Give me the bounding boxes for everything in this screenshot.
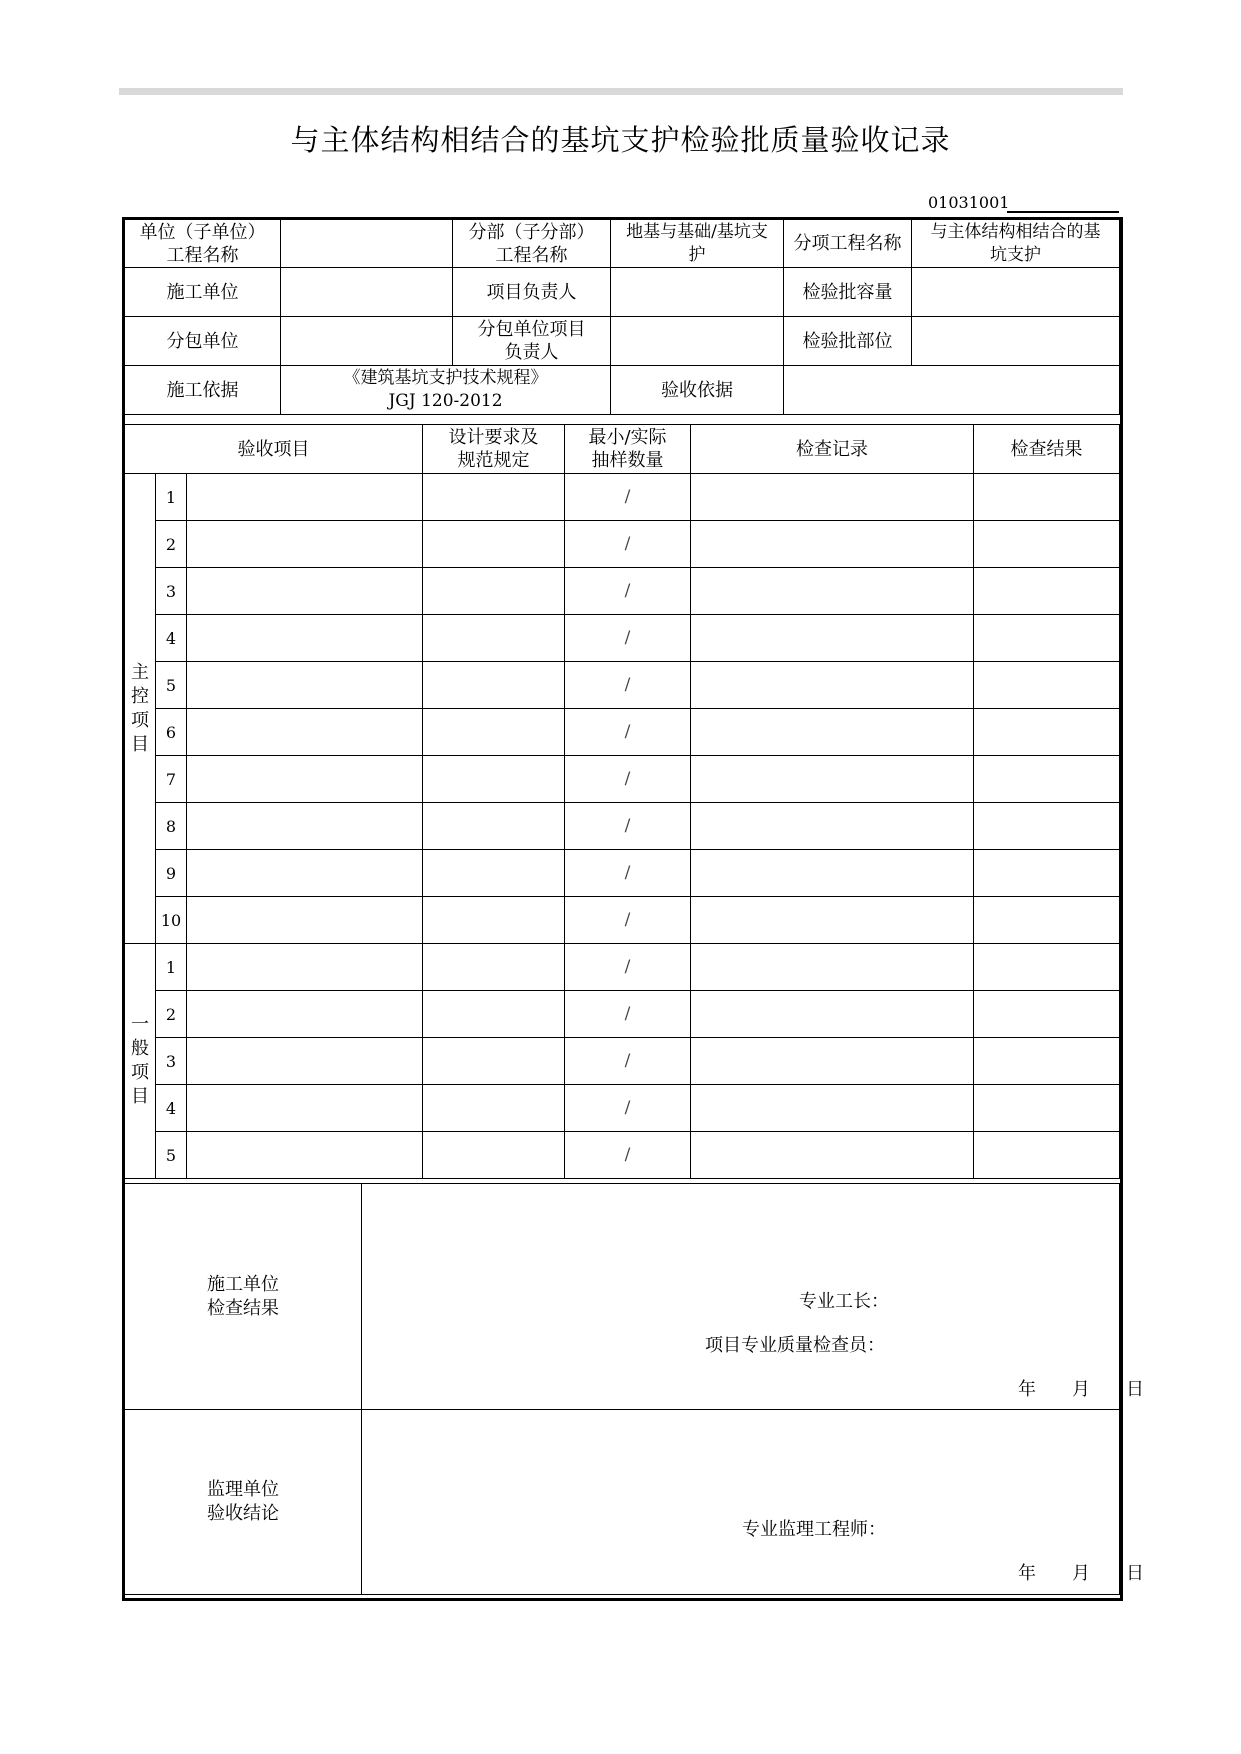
batch-capacity-value[interactable] [912, 268, 1120, 317]
contractor-date: 年 月 日 [1018, 1379, 1144, 1400]
main-control-result-cell[interactable] [974, 474, 1120, 521]
general-row [125, 1038, 1120, 1085]
main-control-design-cell[interactable] [423, 615, 565, 662]
main-control-row [125, 756, 1120, 803]
main-control-item-cell[interactable] [187, 521, 423, 568]
general-row [125, 1085, 1120, 1132]
main-control-record-cell[interactable] [691, 756, 974, 803]
general-result-cell[interactable] [974, 1132, 1120, 1179]
header-item: 验收项目 [125, 425, 423, 474]
main-control-row-number: 5 [156, 662, 187, 709]
general-record-cell[interactable] [691, 944, 974, 991]
general-result-cell[interactable] [974, 991, 1120, 1038]
main-control-result-cell[interactable] [974, 709, 1120, 756]
sub-project-manager-value[interactable] [611, 317, 784, 366]
supervisor-conclusion-label: 监理单位 验收结论 [125, 1410, 362, 1595]
main-control-item-cell[interactable] [187, 850, 423, 897]
main-control-design-cell[interactable] [423, 709, 565, 756]
general-sampling-cell[interactable]: / [565, 1085, 691, 1132]
main-control-design-cell[interactable] [423, 662, 565, 709]
subitem-name-label: 分项工程名称 [784, 220, 912, 268]
acceptance-basis-label: 验收依据 [611, 366, 784, 415]
top-rule [119, 88, 1123, 95]
signature-table [124, 1183, 1144, 1595]
batch-location-value[interactable] [912, 317, 1120, 366]
general-item-cell[interactable] [187, 991, 423, 1038]
general-design-cell[interactable] [423, 1085, 565, 1132]
main-control-design-cell[interactable] [423, 474, 565, 521]
main-control-record-cell[interactable] [691, 803, 974, 850]
main-control-sampling-cell[interactable]: / [565, 474, 691, 521]
header-result: 检查结果 [974, 425, 1120, 474]
general-record-cell[interactable] [691, 1085, 974, 1132]
main-control-record-cell[interactable] [691, 568, 974, 615]
main-control-result-cell[interactable] [974, 897, 1120, 944]
main-control-result-cell[interactable] [974, 521, 1120, 568]
subitem-name-value[interactable]: 与主体结构相结合的基 坑支护 [912, 220, 1120, 268]
form-code: 01031001 [928, 193, 1010, 212]
main-control-item-cell[interactable] [187, 756, 423, 803]
main-control-design-cell[interactable] [423, 897, 565, 944]
main-control-item-cell[interactable] [187, 615, 423, 662]
acceptance-basis-value[interactable] [784, 366, 1120, 415]
main-control-result-cell[interactable] [974, 850, 1120, 897]
main-control-record-cell[interactable] [691, 897, 974, 944]
general-sampling-cell[interactable]: / [565, 1038, 691, 1085]
main-control-item-cell[interactable] [187, 568, 423, 615]
main-control-row-number: 7 [156, 756, 187, 803]
main-control-record-cell[interactable] [691, 662, 974, 709]
main-control-record-cell[interactable] [691, 521, 974, 568]
batch-location-label: 检验批部位 [784, 317, 912, 366]
general-row-number: 5 [156, 1132, 187, 1179]
construction-basis-value[interactable]: 《建筑基坑支护技术规程》 JGJ 120-2012 [281, 366, 611, 415]
general-item-cell[interactable] [187, 1085, 423, 1132]
main-control-sampling-cell[interactable]: / [565, 615, 691, 662]
project-manager-label: 项目负责人 [453, 268, 611, 317]
contractor-check-area[interactable] [362, 1184, 1144, 1410]
general-design-cell[interactable] [423, 1132, 565, 1179]
main-control-record-cell[interactable] [691, 850, 974, 897]
quality-inspector-label: 项目专业质量检查员： [705, 1335, 885, 1356]
contractor-label: 施工单位 [125, 268, 281, 317]
general-row [125, 944, 1120, 991]
subcontractor-label: 分包单位 [125, 317, 281, 366]
main-control-row [125, 521, 1120, 568]
main-control-group-label: 主 控 项 目 [125, 474, 156, 944]
division-name-label: 分部（子分部） 工程名称 [453, 220, 611, 268]
project-manager-value[interactable] [611, 268, 784, 317]
construction-basis-label: 施工依据 [125, 366, 281, 415]
inspection-items-table [124, 424, 1120, 1179]
project-info-table [124, 219, 1120, 415]
main-control-design-cell[interactable] [423, 756, 565, 803]
contractor-value[interactable] [281, 268, 453, 317]
general-row-number: 4 [156, 1085, 187, 1132]
main-control-item-cell[interactable] [187, 709, 423, 756]
main-control-row [125, 662, 1120, 709]
supervising-engineer-label: 专业监理工程师： [742, 1519, 886, 1540]
main-control-sampling-cell[interactable]: / [565, 803, 691, 850]
supervisor-conclusion-area[interactable] [362, 1410, 1144, 1595]
main-control-result-cell[interactable] [974, 662, 1120, 709]
main-control-row-number: 4 [156, 615, 187, 662]
main-control-row-number: 1 [156, 474, 187, 521]
general-sampling-cell[interactable]: / [565, 991, 691, 1038]
general-design-cell[interactable] [423, 1038, 565, 1085]
general-item-cell[interactable] [187, 944, 423, 991]
general-group-label: 一 般 项 目 [125, 944, 156, 1179]
main-control-item-cell[interactable] [187, 897, 423, 944]
general-result-cell[interactable] [974, 1085, 1120, 1132]
main-control-row [125, 709, 1120, 756]
batch-capacity-label: 检验批容量 [784, 268, 912, 317]
main-control-record-cell[interactable] [691, 615, 974, 662]
main-control-sampling-cell[interactable]: / [565, 521, 691, 568]
main-control-item-cell[interactable] [187, 803, 423, 850]
sub-project-manager-label: 分包单位项目 负责人 [453, 317, 611, 366]
main-control-item-cell[interactable] [187, 662, 423, 709]
supervisor-date: 年 月 日 [1018, 1563, 1144, 1584]
main-control-result-cell[interactable] [974, 803, 1120, 850]
main-control-row-number: 9 [156, 850, 187, 897]
main-control-sampling-cell[interactable]: / [565, 897, 691, 944]
general-row-number: 1 [156, 944, 187, 991]
general-sampling-cell[interactable]: / [565, 944, 691, 991]
main-control-result-cell[interactable] [974, 756, 1120, 803]
main-control-row-number: 6 [156, 709, 187, 756]
general-record-cell[interactable] [691, 1132, 974, 1179]
general-result-cell[interactable] [974, 944, 1120, 991]
main-control-record-cell[interactable] [691, 474, 974, 521]
general-record-cell[interactable] [691, 1038, 974, 1085]
foreman-label: 专业工长： [799, 1291, 889, 1312]
main-control-sampling-cell[interactable]: / [565, 756, 691, 803]
main-control-result-cell[interactable] [974, 568, 1120, 615]
main-control-row-number: 3 [156, 568, 187, 615]
header-sampling: 最小/实际 抽样数量 [565, 425, 691, 474]
main-control-row [125, 568, 1120, 615]
main-control-row-number: 8 [156, 803, 187, 850]
general-result-cell[interactable] [974, 1038, 1120, 1085]
main-control-sampling-cell[interactable]: / [565, 850, 691, 897]
division-name-value[interactable]: 地基与基础/基坑支 护 [611, 220, 784, 268]
main-control-sampling-cell[interactable]: / [565, 709, 691, 756]
main-control-row [125, 803, 1120, 850]
general-sampling-cell[interactable]: / [565, 1132, 691, 1179]
general-item-cell[interactable] [187, 1132, 423, 1179]
general-row-number: 2 [156, 991, 187, 1038]
main-control-result-cell[interactable] [974, 615, 1120, 662]
main-control-design-cell[interactable] [423, 521, 565, 568]
general-design-cell[interactable] [423, 991, 565, 1038]
general-row [125, 991, 1120, 1038]
main-control-row [125, 897, 1120, 944]
unit-name-label: 单位（子单位） 工程名称 [125, 220, 281, 268]
form-code-underline [1007, 211, 1119, 213]
general-record-cell[interactable] [691, 991, 974, 1038]
main-control-row [125, 474, 1120, 521]
subcontractor-value[interactable] [281, 317, 453, 366]
general-item-cell[interactable] [187, 1038, 423, 1085]
page-title: 与主体结构相结合的基坑支护检验批质量验收记录 [290, 123, 951, 157]
main-control-row-number: 10 [156, 897, 187, 944]
unit-name-value[interactable] [281, 220, 453, 268]
main-control-row [125, 850, 1120, 897]
main-control-design-cell[interactable] [423, 568, 565, 615]
general-row [125, 1132, 1120, 1179]
general-design-cell[interactable] [423, 944, 565, 991]
general-row-number: 3 [156, 1038, 187, 1085]
main-control-sampling-cell[interactable]: / [565, 662, 691, 709]
main-control-record-cell[interactable] [691, 709, 974, 756]
contractor-check-label: 施工单位 检查结果 [125, 1184, 362, 1410]
main-control-design-cell[interactable] [423, 850, 565, 897]
main-control-design-cell[interactable] [423, 803, 565, 850]
main-control-sampling-cell[interactable]: / [565, 568, 691, 615]
main-control-row-number: 2 [156, 521, 187, 568]
header-design: 设计要求及 规范规定 [423, 425, 565, 474]
main-control-row [125, 615, 1120, 662]
main-control-item-cell[interactable] [187, 474, 423, 521]
header-record: 检查记录 [691, 425, 974, 474]
